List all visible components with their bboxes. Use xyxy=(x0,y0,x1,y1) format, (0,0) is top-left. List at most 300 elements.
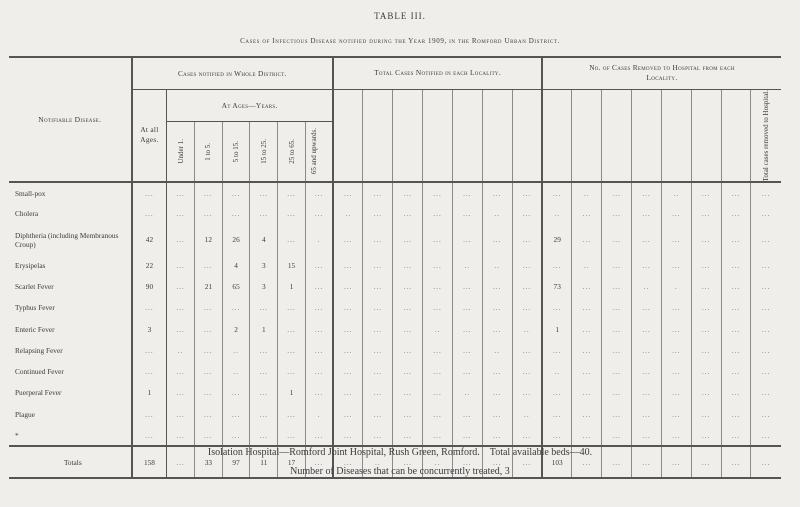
cell-removed: ... xyxy=(691,340,721,361)
cell-locality: ... xyxy=(363,340,393,361)
cell-locality: ... xyxy=(482,446,512,478)
cell-removed: .. xyxy=(661,182,691,203)
cell-age-group: ... xyxy=(305,276,333,297)
header-total-removed: Total cases removed to Hospital. xyxy=(762,89,771,181)
cell-locality: ... xyxy=(363,404,393,425)
cell-removed: ... xyxy=(602,255,632,276)
cell-removed: ... xyxy=(602,361,632,382)
cell-locality: ... xyxy=(452,203,482,224)
cell-removed: ... xyxy=(602,297,632,318)
cell-locality: ... xyxy=(393,446,423,478)
cell-removed: ... xyxy=(661,404,691,425)
cell-locality: ... xyxy=(423,361,453,382)
cell-removed: .. xyxy=(632,276,662,297)
cell-locality: ... xyxy=(393,203,423,224)
cell-locality: ... xyxy=(452,225,482,255)
cell-removed: ... xyxy=(721,225,751,255)
cell-age-group: 12 xyxy=(195,225,223,255)
cell-locality: ... xyxy=(333,382,363,403)
cell-age-group: ... xyxy=(278,297,306,318)
cell-age-group: ... xyxy=(250,182,278,203)
cell-all-ages: ... xyxy=(132,340,167,361)
cell-all-ages: ... xyxy=(132,404,167,425)
cell-removed: ... xyxy=(691,276,721,297)
cell-age-group: ... xyxy=(195,318,223,339)
cell-locality: .. xyxy=(452,382,482,403)
cell-locality: ... xyxy=(393,425,423,446)
cell-removed: ... xyxy=(721,318,751,339)
cell-locality: .. xyxy=(512,404,542,425)
cell-locality: ... xyxy=(512,276,542,297)
cell-age-group: ... xyxy=(250,340,278,361)
cell-age-group: ... xyxy=(167,225,195,255)
cell-locality: .. xyxy=(333,203,363,224)
cell-age-group: 26 xyxy=(222,225,250,255)
cell-age-group: ... xyxy=(250,361,278,382)
cell-locality: ... xyxy=(423,225,453,255)
header-all-ages: At all Ages. xyxy=(132,89,167,182)
cell-removed: ... xyxy=(691,361,721,382)
cell-removed: ... xyxy=(542,340,572,361)
header-age-15-25: 15 to 25. xyxy=(259,139,268,164)
header-age-25-65: 25 to 65. xyxy=(287,139,296,164)
cell-removed: ... xyxy=(572,203,602,224)
cell-removed: ... xyxy=(602,425,632,446)
cell-locality: ... xyxy=(512,382,542,403)
cell-removed: ... xyxy=(721,203,751,224)
cell-age-group: ... xyxy=(305,361,333,382)
cell-removed: ... xyxy=(751,382,781,403)
cell-removed: ... xyxy=(572,382,602,403)
disease-name: * xyxy=(15,430,19,440)
disease-name: Typhus Fever xyxy=(15,303,55,313)
cell-locality: ... xyxy=(482,225,512,255)
cell-age-group: .. xyxy=(222,361,250,382)
cell-age-group: ... xyxy=(195,425,223,446)
cell-all-ages: 42 xyxy=(132,225,167,255)
cell-locality: ... xyxy=(393,404,423,425)
cell-age-group: ... xyxy=(278,425,306,446)
disease-name: Erysipelas xyxy=(15,260,46,270)
cell-age-group: ... xyxy=(250,425,278,446)
cell-age-group: ... xyxy=(278,318,306,339)
cell-age-group: ... xyxy=(305,297,333,318)
cell-removed: ... xyxy=(542,255,572,276)
header-disease: Notifiable Disease. xyxy=(38,114,102,124)
cell-locality: ... xyxy=(393,361,423,382)
cell-removed: ... xyxy=(751,225,781,255)
cell-removed: ... xyxy=(632,203,662,224)
table-number: TABLE III. xyxy=(374,11,426,21)
cell-locality: ... xyxy=(363,225,393,255)
cell-all-ages: ... xyxy=(132,297,167,318)
cell-removed: 103 xyxy=(542,446,572,478)
cell-locality: ... xyxy=(512,203,542,224)
cell-age-group: 15 xyxy=(278,255,306,276)
cell-age-group: ... xyxy=(195,255,223,276)
cell-removed: ... xyxy=(602,382,632,403)
cell-removed: ... xyxy=(751,425,781,446)
disease-name: Puerperal Fever xyxy=(15,388,62,398)
cell-removed: ... xyxy=(602,446,632,478)
cell-age-group: ... xyxy=(195,340,223,361)
cell-age-group: 33 xyxy=(195,446,223,478)
cell-removed: ... xyxy=(632,318,662,339)
cell-age-group: 1 xyxy=(278,382,306,403)
cell-removed: ... xyxy=(542,182,572,203)
cell-locality: ... xyxy=(452,425,482,446)
cell-age-group: .. xyxy=(222,340,250,361)
cell-age-group: 1 xyxy=(278,276,306,297)
cell-locality: .. xyxy=(423,318,453,339)
cell-locality: ... xyxy=(482,297,512,318)
header-removed: No. of Cases Removed to Hospital from each Locality. xyxy=(542,57,781,89)
cell-age-group: ... xyxy=(167,297,195,318)
cell-age-group: ... xyxy=(167,276,195,297)
cell-age-group: ... xyxy=(195,361,223,382)
cell-locality: ... xyxy=(363,425,393,446)
cell-removed: ... xyxy=(661,318,691,339)
footer-beds: Total available beds—40. xyxy=(489,447,593,458)
cell-age-group: ... xyxy=(305,425,333,446)
cell-locality: ... xyxy=(482,404,512,425)
cell-age-group: 2 xyxy=(222,318,250,339)
disease-name: Diphtheria (including Membranous Croup) xyxy=(15,230,119,249)
cell-age-group: ... xyxy=(278,225,306,255)
cell-age-group: 4 xyxy=(222,255,250,276)
cell-removed: ... xyxy=(602,203,632,224)
cell-age-group: ... xyxy=(195,382,223,403)
totals-label: Totals xyxy=(63,457,82,467)
cell-removed: ... xyxy=(751,297,781,318)
cell-age-group: ... xyxy=(278,404,306,425)
cell-removed: ... xyxy=(632,225,662,255)
cell-age-group: ... xyxy=(305,255,333,276)
cell-locality: ... xyxy=(333,318,363,339)
cell-removed: ... xyxy=(632,361,662,382)
disease-name: Plague xyxy=(15,409,35,419)
cell-removed: .. xyxy=(542,203,572,224)
cell-locality: ... xyxy=(393,382,423,403)
cell-removed: ... xyxy=(632,404,662,425)
footer-concurrent: Number of Diseases that can be concurrently treated, 3 xyxy=(290,466,510,477)
cell-locality: ... xyxy=(423,425,453,446)
cell-removed: ... xyxy=(542,297,572,318)
cell-age-group: .. xyxy=(167,340,195,361)
table-row xyxy=(9,276,781,297)
header-age-65-up: 65 and upwards. xyxy=(309,128,318,175)
cell-age-group: ... xyxy=(278,203,306,224)
cell-age-group: ... xyxy=(305,446,333,478)
cell-locality: ... xyxy=(393,225,423,255)
cell-locality: ... xyxy=(363,297,393,318)
cell-removed: ... xyxy=(632,425,662,446)
header-age-under-1: Under 1. xyxy=(176,139,185,164)
cell-locality: ... xyxy=(452,361,482,382)
cell-removed: ... xyxy=(572,225,602,255)
header-whole-district: Cases notified in Whole District. xyxy=(132,57,333,89)
cell-age-group: 11 xyxy=(250,446,278,478)
cell-age-group: . xyxy=(305,404,333,425)
cell-removed: .. xyxy=(572,255,602,276)
cell-age-group: ... xyxy=(222,425,250,446)
cell-locality: ... xyxy=(363,203,393,224)
cell-removed: ... xyxy=(661,446,691,478)
cell-removed: ... xyxy=(632,255,662,276)
cell-locality: ... xyxy=(393,340,423,361)
cell-removed: ... xyxy=(721,382,751,403)
cell-locality: .. xyxy=(452,255,482,276)
cell-all-ages: 1 xyxy=(132,382,167,403)
cell-locality: ... xyxy=(393,318,423,339)
table-row xyxy=(9,340,781,361)
cell-locality: ... xyxy=(333,225,363,255)
header-age-5-15: 5 to 15. xyxy=(232,140,241,163)
cell-locality: ... xyxy=(363,255,393,276)
cell-removed: ... xyxy=(751,203,781,224)
cell-locality: .. xyxy=(482,203,512,224)
cell-locality: ... xyxy=(333,425,363,446)
cell-removed: ... xyxy=(661,340,691,361)
cell-age-group: 3 xyxy=(250,255,278,276)
cell-removed: ... xyxy=(691,297,721,318)
cell-locality: ... xyxy=(482,382,512,403)
cell-locality: ... xyxy=(452,318,482,339)
cell-removed: ... xyxy=(542,425,572,446)
cell-age-group: 65 xyxy=(222,276,250,297)
cell-removed: ... xyxy=(721,255,751,276)
footer-hospital: Isolation Hospital—Romford Joint Hospital, Rush Green, Romford. xyxy=(207,447,480,458)
cell-removed: ... xyxy=(632,340,662,361)
cell-age-group: ... xyxy=(305,340,333,361)
cell-removed: ... xyxy=(572,297,602,318)
table-row xyxy=(9,318,781,339)
cell-removed: . xyxy=(661,276,691,297)
cell-age-group: ... xyxy=(250,203,278,224)
cell-locality: ... xyxy=(333,276,363,297)
cell-age-group: ... xyxy=(222,182,250,203)
cell-locality: ... xyxy=(333,340,363,361)
cell-removed: ... xyxy=(691,225,721,255)
cell-age-group: 4 xyxy=(250,225,278,255)
cell-locality: ... xyxy=(423,203,453,224)
cell-removed: ... xyxy=(572,318,602,339)
cell-locality: ... xyxy=(423,297,453,318)
cell-age-group: ... xyxy=(167,425,195,446)
cell-locality: ... xyxy=(512,340,542,361)
cell-locality: ... xyxy=(452,340,482,361)
cell-age-group: ... xyxy=(222,404,250,425)
cell-age-group: ... xyxy=(305,318,333,339)
cell-all-ages: 3 xyxy=(132,318,167,339)
table-caption: Cases of Infectious Disease notified during the Year 1909, in the Romford Urban District. xyxy=(240,37,560,45)
cell-age-group: ... xyxy=(250,382,278,403)
cell-removed: ... xyxy=(632,297,662,318)
disease-name: Enteric Fever xyxy=(15,324,55,334)
cell-locality: ... xyxy=(393,297,423,318)
cell-all-ages: ... xyxy=(132,203,167,224)
cell-locality: ... xyxy=(452,276,482,297)
cell-age-group: 17 xyxy=(278,446,306,478)
cell-locality: .. xyxy=(363,446,393,478)
cell-removed: ... xyxy=(721,404,751,425)
infectious-disease-table xyxy=(9,56,781,479)
cell-locality: ... xyxy=(333,255,363,276)
cell-removed: ... xyxy=(721,425,751,446)
cell-age-group: ... xyxy=(167,446,195,478)
cell-age-group: ... xyxy=(167,318,195,339)
cell-locality: ... xyxy=(423,382,453,403)
cell-locality: ... xyxy=(363,361,393,382)
cell-all-ages: 90 xyxy=(132,276,167,297)
cell-age-group: ... xyxy=(222,382,250,403)
cell-removed: ... xyxy=(632,182,662,203)
cell-locality: ... xyxy=(452,297,482,318)
cell-removed: ... xyxy=(691,255,721,276)
cell-locality: ... xyxy=(333,404,363,425)
cell-age-group: ... xyxy=(167,255,195,276)
cell-removed: ... xyxy=(572,361,602,382)
cell-age-group: ... xyxy=(305,203,333,224)
disease-name: Cholera xyxy=(15,209,39,219)
cell-removed: .. xyxy=(572,182,602,203)
cell-locality: ... xyxy=(423,340,453,361)
cell-locality: .. xyxy=(482,255,512,276)
cell-removed: ... xyxy=(602,276,632,297)
cell-removed: ... xyxy=(721,446,751,478)
cell-locality: ... xyxy=(423,404,453,425)
cell-locality: ... xyxy=(363,318,393,339)
cell-all-ages: ... xyxy=(132,182,167,203)
cell-age-group: 21 xyxy=(195,276,223,297)
cell-removed: 29 xyxy=(542,225,572,255)
table-row xyxy=(9,182,781,203)
cell-removed: ... xyxy=(691,318,721,339)
header-at-ages: At Ages—Years. xyxy=(167,89,333,121)
cell-removed: ... xyxy=(602,404,632,425)
table-row xyxy=(9,225,781,255)
cell-age-group: . xyxy=(305,225,333,255)
cell-age-group: ... xyxy=(167,361,195,382)
cell-removed: ... xyxy=(661,382,691,403)
cell-removed: ... xyxy=(691,182,721,203)
cell-age-group: ... xyxy=(167,382,195,403)
cell-age-group: ... xyxy=(222,297,250,318)
cell-age-group: ... xyxy=(278,340,306,361)
cell-age-group: ... xyxy=(305,182,333,203)
cell-locality: ... xyxy=(512,255,542,276)
cell-removed: ... xyxy=(572,340,602,361)
cell-all-ages: 22 xyxy=(132,255,167,276)
cell-locality: .. xyxy=(423,446,453,478)
cell-removed: ... xyxy=(721,297,751,318)
cell-locality: ... xyxy=(452,182,482,203)
cell-removed: ... xyxy=(661,425,691,446)
cell-locality: ... xyxy=(333,446,363,478)
cell-age-group: ... xyxy=(195,404,223,425)
cell-age-group: ... xyxy=(278,361,306,382)
cell-removed: ... xyxy=(751,255,781,276)
cell-removed: ... xyxy=(721,276,751,297)
cell-removed: ... xyxy=(572,404,602,425)
cell-removed: ... xyxy=(751,182,781,203)
cell-age-group: ... xyxy=(250,297,278,318)
cell-removed: ... xyxy=(661,225,691,255)
cell-removed: ... xyxy=(632,382,662,403)
cell-locality: ... xyxy=(512,297,542,318)
cell-removed: ... xyxy=(691,404,721,425)
cell-age-group: 3 xyxy=(250,276,278,297)
cell-locality: ... xyxy=(333,297,363,318)
table-row xyxy=(9,382,781,403)
cell-age-group: ... xyxy=(250,404,278,425)
cell-locality: ... xyxy=(393,255,423,276)
cell-removed: ... xyxy=(632,446,662,478)
cell-locality: ... xyxy=(482,318,512,339)
cell-removed: ... xyxy=(572,425,602,446)
cell-locality: ... xyxy=(512,225,542,255)
cell-all-ages: ... xyxy=(132,425,167,446)
cell-locality: ... xyxy=(482,182,512,203)
cell-locality: ... xyxy=(452,446,482,478)
cell-removed: ... xyxy=(691,203,721,224)
cell-locality: ... xyxy=(512,446,542,478)
cell-age-group: ... xyxy=(195,297,223,318)
cell-age-group: ... xyxy=(167,182,195,203)
cell-age-group: ... xyxy=(278,182,306,203)
cell-locality: ... xyxy=(512,182,542,203)
header-age-1-5: 1 to 5. xyxy=(204,142,213,161)
cell-removed: ... xyxy=(751,276,781,297)
cell-removed: ... xyxy=(691,382,721,403)
cell-removed: ... xyxy=(721,340,751,361)
cell-removed: ... xyxy=(721,182,751,203)
cell-age-group: 97 xyxy=(222,446,250,478)
table-row xyxy=(9,425,781,446)
cell-removed: ... xyxy=(542,404,572,425)
cell-locality: .. xyxy=(482,340,512,361)
cell-removed: ... xyxy=(751,404,781,425)
table-row xyxy=(9,361,781,382)
cell-locality: ... xyxy=(333,361,363,382)
cell-removed: ... xyxy=(602,225,632,255)
cell-removed: ... xyxy=(751,446,781,478)
cell-age-group: ... xyxy=(305,382,333,403)
cell-removed: ... xyxy=(661,203,691,224)
cell-removed: ... xyxy=(751,340,781,361)
cell-age-group: ... xyxy=(195,203,223,224)
cell-locality: ... xyxy=(512,425,542,446)
cell-removed: ... xyxy=(661,255,691,276)
cell-locality: ... xyxy=(423,276,453,297)
cell-removed: ... xyxy=(661,297,691,318)
disease-name: Relapsing Fever xyxy=(15,345,63,355)
cell-removed: .. xyxy=(542,361,572,382)
cell-locality: ... xyxy=(482,276,512,297)
cell-removed: ... xyxy=(691,425,721,446)
cell-removed: 73 xyxy=(542,276,572,297)
disease-name: Continued Fever xyxy=(15,367,64,377)
cell-locality: ... xyxy=(363,276,393,297)
table-row xyxy=(9,404,781,425)
cell-removed: ... xyxy=(572,446,602,478)
cell-age-group: ... xyxy=(167,404,195,425)
table-row xyxy=(9,203,781,224)
footer-hospital-line xyxy=(0,447,800,458)
cell-removed: ... xyxy=(751,318,781,339)
header-locality: Total Cases Notified in each Locality. xyxy=(333,57,542,89)
cell-locality: ... xyxy=(363,182,393,203)
